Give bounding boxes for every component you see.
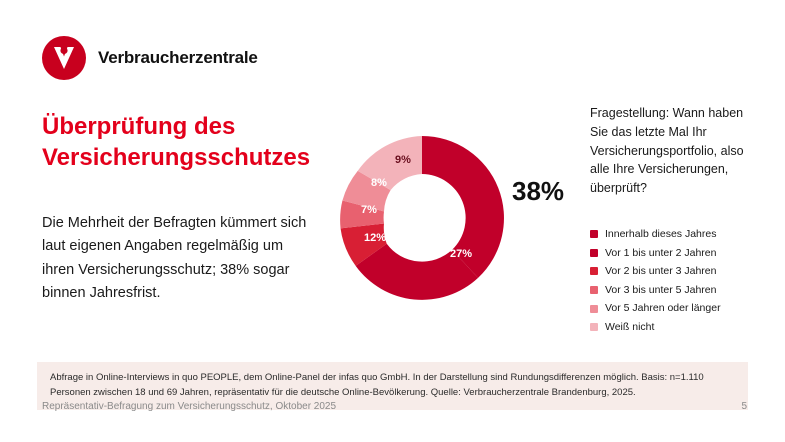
chart-legend — [590, 228, 770, 340]
legend-item — [590, 265, 770, 278]
slice-label-27: 27% — [449, 248, 473, 260]
slice-label-9: 9% — [395, 154, 411, 166]
legend-item — [590, 321, 770, 334]
legend-item — [590, 284, 770, 297]
legend-swatch-icon — [590, 286, 598, 294]
page-title: Überprüfung des Versicherungsschutzes — [42, 113, 311, 171]
source-footnote: Abfrage in Online-Interviews in quo PEOPLE, dem Online-Panel der infas quo GmbH. In der Darstellung sind Rundungsdifferenzen möglich. Basis: n=1.110 Personen zwischen 18 und 69 Jahren, repräsentativ für die deutsche Online-Bevölkerung. Quelle: Verbraucherzentrale Brandenburg, 2025. — [37, 362, 748, 410]
legend-label: Innerhalb dieses Jahres — [605, 228, 717, 240]
brand-logo — [42, 36, 258, 80]
footer-caption: Repräsentativ-Befragung zum Versicherungsschutz, Oktober 2025 — [42, 401, 337, 412]
slice-label-8: 8% — [371, 177, 387, 189]
legend-swatch-icon — [590, 305, 598, 313]
highlight-value: 38% — [512, 176, 565, 206]
body-text: Die Mehrheit der Befragten kümmert sich laut eigenen Angaben regelmäßig um ihren Versicherungsschutz; 38% sogar binnen Jahresfrist. — [42, 215, 307, 302]
legend-swatch-icon — [590, 230, 598, 238]
slice-label-7: 7% — [361, 204, 377, 216]
legend-label: Vor 5 Jahren oder länger — [605, 302, 721, 315]
legend-label: Vor 3 bis unter 5 Jahren — [605, 283, 717, 296]
page-number: 5 — [741, 401, 747, 412]
legend-item — [590, 228, 770, 241]
legend-item — [590, 302, 770, 315]
survey-question: Fragestellung: Wann haben Sie das letzte Mal Ihr Versicherungsportfolio, also alle Ihre Versicherungen, überprüft? — [590, 106, 744, 195]
legend-swatch-icon — [590, 249, 598, 257]
brand-name: Verbraucherzentrale — [98, 48, 258, 67]
legend-swatch-icon — [590, 323, 598, 331]
donut-chart — [332, 128, 512, 308]
legend-label: Vor 1 bis unter 2 Jahren — [605, 246, 717, 259]
slice-label-12: 12% — [363, 232, 387, 244]
legend-swatch-icon — [590, 267, 598, 275]
legend-label: Weiß nicht — [605, 320, 655, 333]
chart-slices — [340, 136, 504, 300]
legend-label: Vor 2 bis unter 3 Jahren — [605, 265, 717, 278]
verbraucherzentrale-v-logo-icon — [42, 36, 86, 80]
legend-item — [590, 247, 770, 260]
